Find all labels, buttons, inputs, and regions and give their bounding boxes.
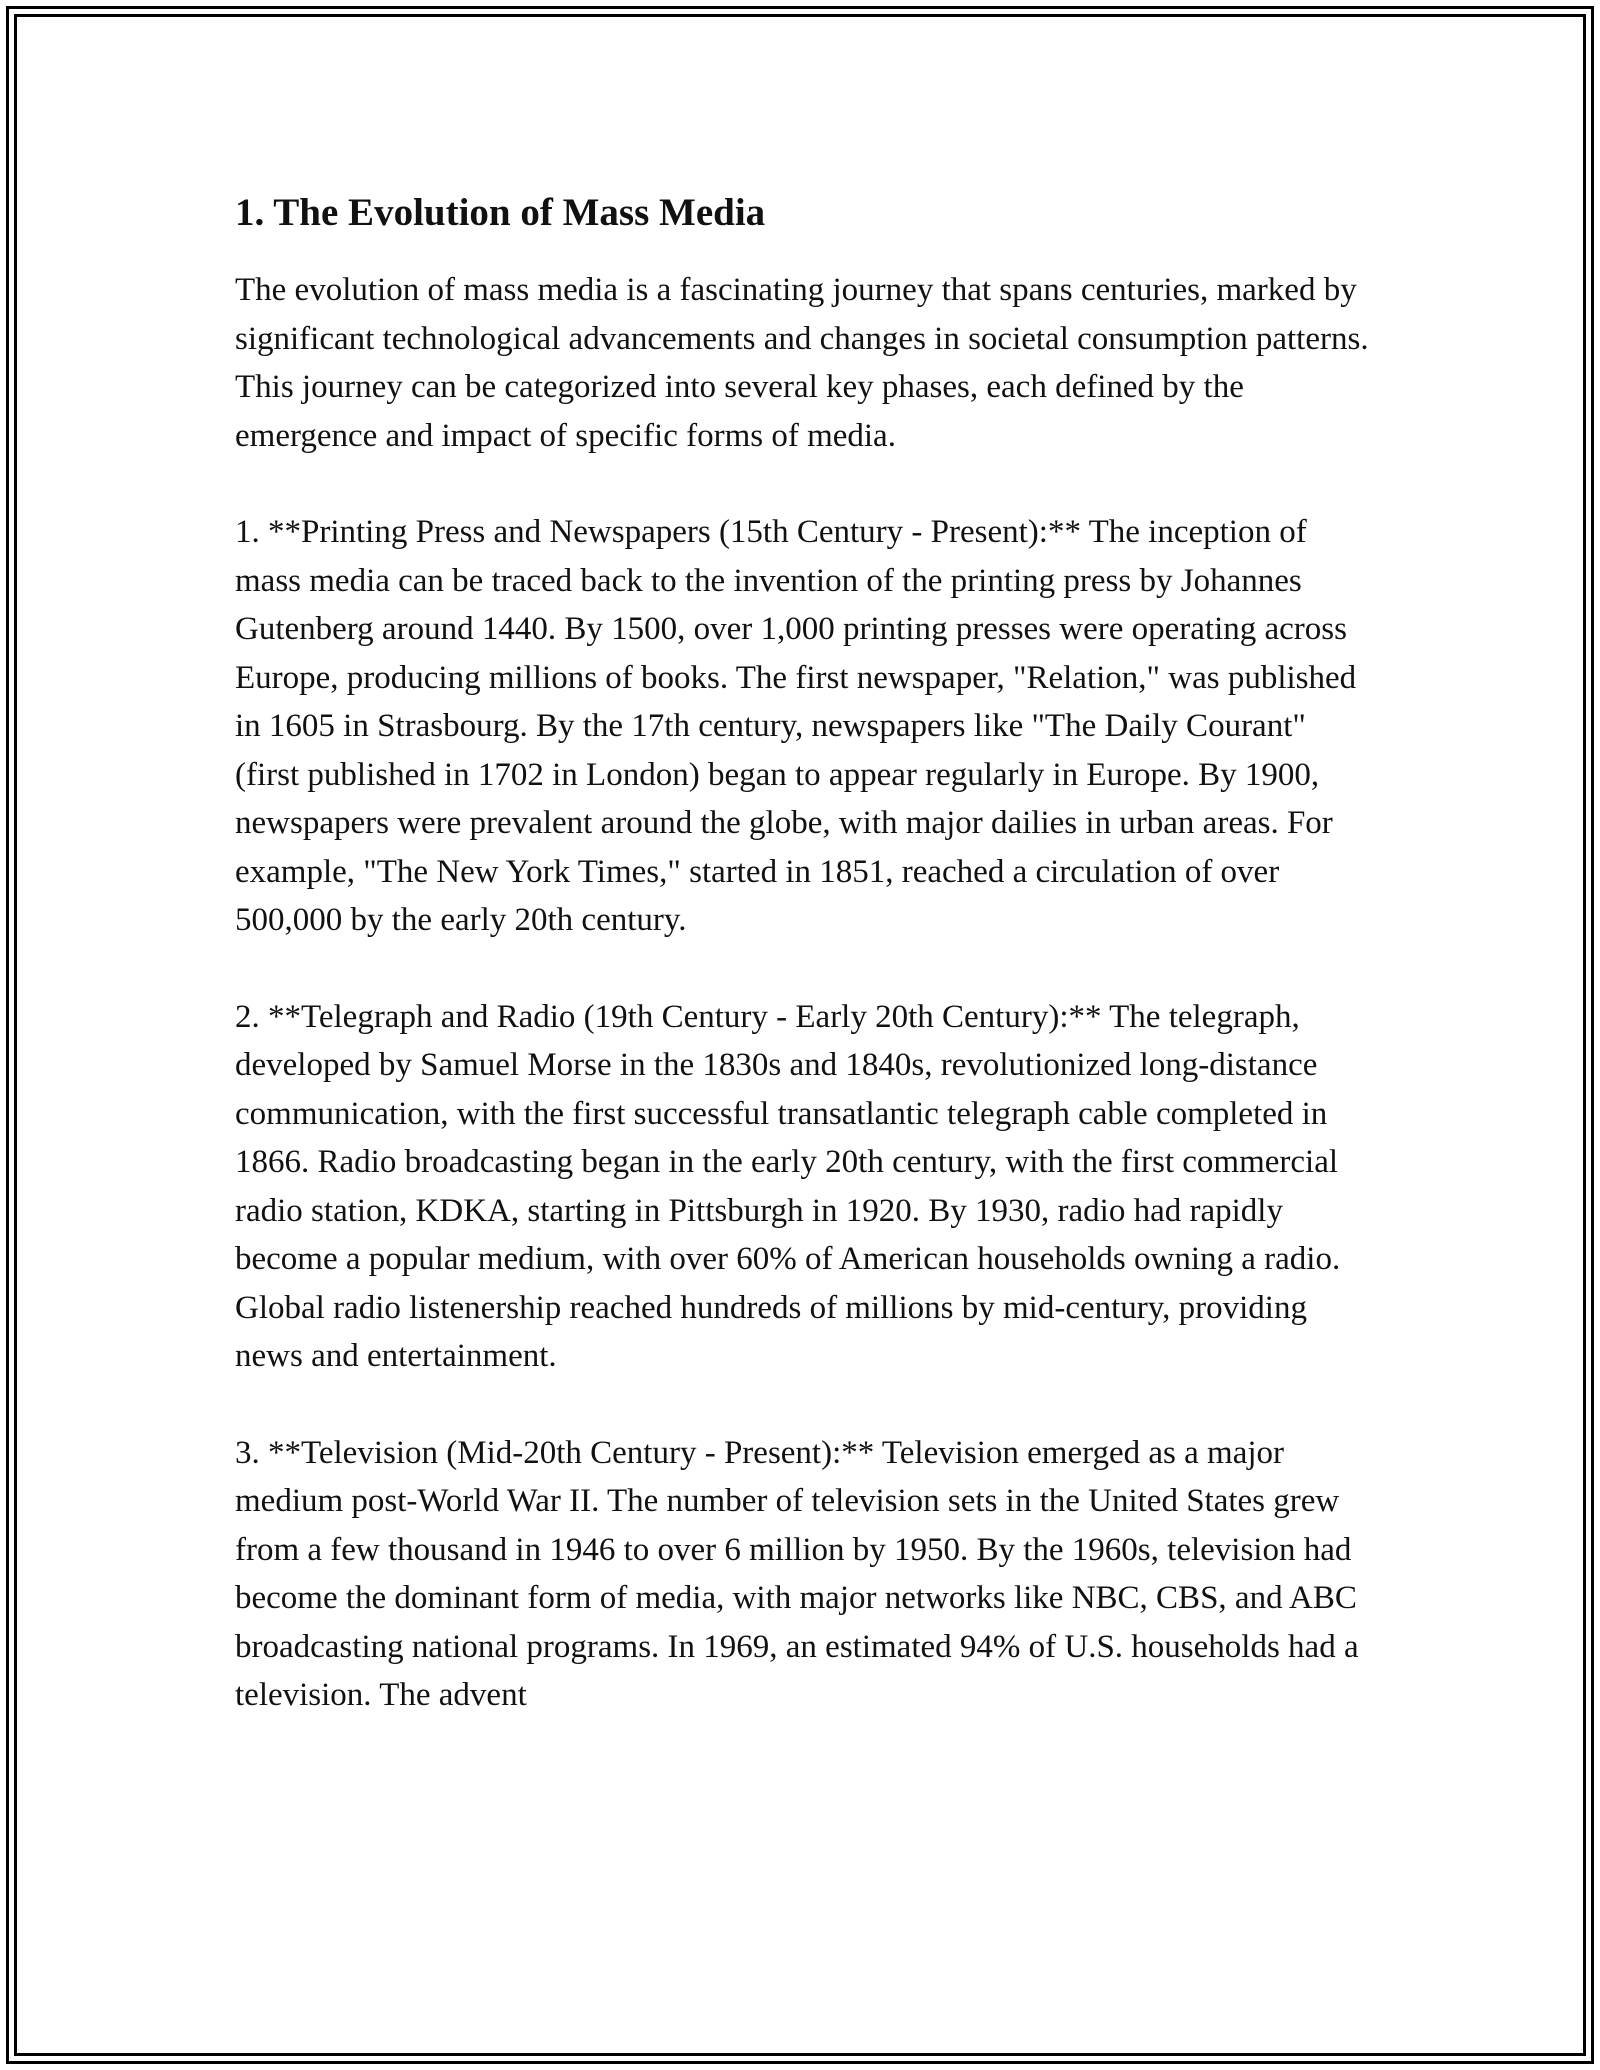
intro-paragraph: The evolution of mass media is a fascinating journey that spans centuries, marked by significant technological advancements and changes in societal consumption patterns. This journey can be categorized into several key phases, each defined by the emergence and impact of specific forms of media. xyxy=(235,272,1369,454)
printing-press-paragraph: 1. **Printing Press and Newspapers (15th Century - Present):** The inception of mass media can be traced back to the invention of the printing press by Johannes Gutenberg around 1440. By 1500, over 1,000 printing presses were operating across Europe, producing millions of books. The first newspaper, "Relation," was published in 1605 in Strasbourg. By the 17th century, newspapers like "The Daily Courant" (first published in 1702 in London) began to appear regularly in Europe. By 1900, newspapers were prevalent around the globe, with major dailies in urban areas. For example, "The New York Times," started in 1851, reached a circulation of over 500,000 by the early 20th century. xyxy=(235,514,1357,938)
section-heading: 1. The Evolution of Mass Media xyxy=(235,191,766,234)
television-paragraph: 3. **Television (Mid-20th Century - Present):** Television emerged as a major medium post-World War II. The number of television sets in the United States grew from a few thousand in 1946 to over 6 million by 1950. By the 1960s, television had become the dominant form of media, with major networks like NBC, CBS, and ABC broadcasting national programs. In 1969, an estimated 94% of U.S. households had a television. The advent xyxy=(235,1434,1359,1713)
document-body xyxy=(235,186,1375,1768)
telegraph-radio-paragraph: 2. **Telegraph and Radio (19th Century - Early 20th Century):** The telegraph, developed by Samuel Morse in the 1830s and 1840s, revolutionized long-distance communication, with the first successful transatlantic telegraph cable completed in 1866. Radio broadcasting began in the early 20th century, with the first commercial radio station, KDKA, starting in Pittsburgh in 1920. By 1930, radio had rapidly become a popular medium, with over 60% of American households owning a radio. Global radio listenership reached hundreds of millions by mid-century, providing news and entertainment. xyxy=(235,998,1341,1374)
